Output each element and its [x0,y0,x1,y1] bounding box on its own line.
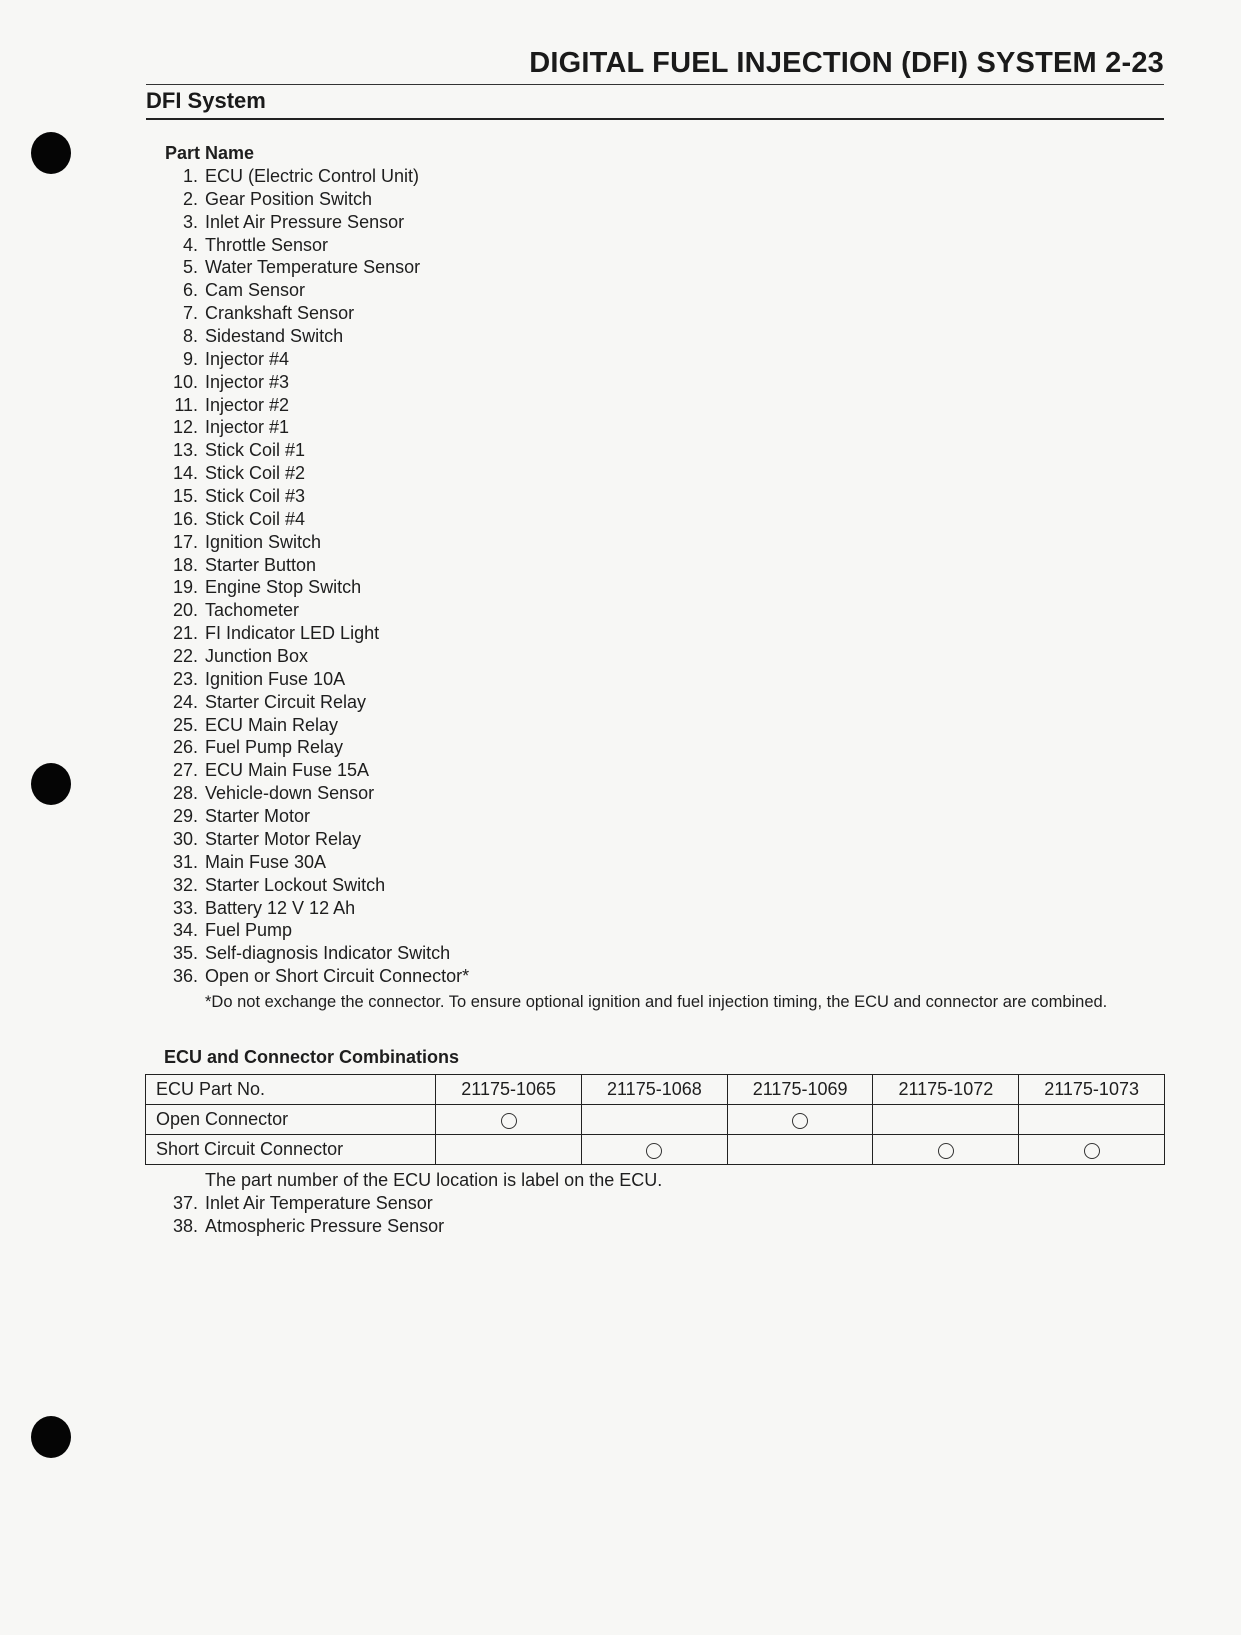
section-title: DFI System [146,88,266,113]
list-item [160,919,469,942]
list-item [160,668,469,691]
circle-mark-icon [1084,1143,1100,1159]
list-item [160,828,469,851]
part-name: Crankshaft Sensor [205,303,355,324]
circle-mark-icon [792,1113,808,1129]
list-item [160,531,469,554]
binder-hole-bottom [31,1416,71,1458]
item-number: 9. [182,348,198,369]
list-item [160,188,469,211]
list-item [160,576,469,599]
part-name: Throttle Sensor [205,234,329,255]
part-name: ECU Main Fuse 15A [205,760,370,781]
part-name: Junction Box [205,646,309,667]
item-number: 5. [182,257,198,278]
ecu-part-number: 21175-1069 [727,1075,873,1105]
part-name: Starter Circuit Relay [205,691,367,712]
list-item [160,508,469,531]
combination-cell [873,1105,1019,1135]
item-number: 24. [172,691,198,712]
list-item [160,371,469,394]
part-name: Main Fuse 30A [205,851,327,872]
list-item [160,394,469,417]
combination-cell [873,1135,1019,1165]
item-number: 27. [172,760,198,781]
item-number: 25. [172,714,198,735]
item-number: 21. [172,623,198,644]
item-number: 15. [172,486,198,507]
circle-mark-icon [501,1113,517,1129]
item-number: 34. [172,920,198,941]
list-item [160,416,469,439]
item-number: 20. [172,600,198,621]
parts-list-continued [160,1192,444,1238]
part-name: FI Indicator LED Light [205,623,380,644]
ecu-connector-table [145,1074,1165,1165]
item-number: 18. [172,554,198,575]
part-name: Tachometer [205,600,300,621]
list-item [160,714,469,737]
part-name: Battery 12 V 12 Ah [205,897,356,918]
part-name: Fuel Pump [205,920,293,941]
item-number: 13. [172,440,198,461]
list-item [160,348,469,371]
item-number: 11. [174,394,198,415]
item-number: 33. [172,897,198,918]
part-name: Ignition Switch [205,531,322,552]
item-number: 6. [182,280,198,301]
part-name: Open or Short Circuit Connector* [205,966,470,987]
item-number: 30. [172,828,198,849]
part-name: Injector #1 [205,417,290,438]
part-name-heading: Part Name [165,143,255,163]
section-rule [146,118,1164,120]
item-number: 36. [172,966,198,987]
list-item [160,485,469,508]
ecu-part-number: 21175-1072 [873,1075,1019,1105]
list-item [160,462,469,485]
ecu-label-note: The part number of the ECU location is label on the ECU. [205,1170,663,1190]
item-number: 26. [172,737,198,758]
combination-cell [1019,1105,1165,1135]
list-item [160,897,469,920]
combination-cell [436,1135,582,1165]
part-name: Inlet Air Temperature Sensor [205,1193,433,1213]
list-item [160,1215,444,1238]
list-item [160,1192,444,1215]
combination-cell [727,1135,873,1165]
part-name: Starter Button [205,554,317,575]
list-item [160,325,469,348]
part-name: Water Temperature Sensor [205,257,421,278]
list-item [160,736,469,759]
item-number: 3. [182,211,198,232]
part-name: Stick Coil #1 [205,440,306,461]
item-number: 7. [182,303,198,324]
part-name: Vehicle-down Sensor [205,783,375,804]
item-number: 8. [182,326,198,347]
list-item [160,279,469,302]
combination-cell [1019,1135,1165,1165]
part-name: Starter Lockout Switch [205,874,386,895]
list-item [160,691,469,714]
item-number: 31. [172,851,198,872]
item-number: 16. [172,508,198,529]
part-name: Stick Coil #2 [205,463,306,484]
ecu-table-heading: ECU and Connector Combinations [164,1047,460,1067]
part-name: Atmospheric Pressure Sensor [205,1215,445,1236]
list-item [160,622,469,645]
part-name: Inlet Air Pressure Sensor [205,211,405,232]
item-number: 37. [172,1193,198,1213]
item-number: 35. [172,943,198,964]
item-number: 32. [172,874,198,895]
part-name: Gear Position Switch [205,188,373,209]
row-label: Short Circuit Connector [146,1135,436,1165]
list-item [160,554,469,577]
list-item [160,234,469,257]
part-name: Stick Coil #4 [205,508,306,529]
part-name: Self-diagnosis Indicator Switch [205,943,451,964]
part-name: Starter Motor [205,806,311,827]
list-item [160,302,469,325]
part-name: Sidestand Switch [205,326,344,347]
part-name: ECU (Electric Control Unit) [205,166,420,186]
row-label: Open Connector [146,1105,436,1135]
list-item [160,211,469,234]
list-item [160,165,469,188]
combination-cell [436,1105,582,1135]
list-item [160,942,469,965]
table-row [146,1135,1165,1165]
item-number: 2. [182,188,198,209]
part-name: Fuel Pump Relay [205,737,344,758]
list-item [160,965,469,988]
part-name: ECU Main Relay [205,714,339,735]
item-number: 1. [182,166,198,186]
list-item [160,782,469,805]
item-number: 23. [172,668,198,689]
binder-hole-top [31,132,71,174]
list-item [160,256,469,279]
ecu-part-number: 21175-1073 [1019,1075,1165,1105]
item-number: 19. [172,577,198,598]
list-item [160,645,469,668]
combination-cell [582,1135,728,1165]
part-name: Cam Sensor [205,280,306,301]
item-number: 14. [172,463,198,484]
list-item [160,851,469,874]
combination-cell [727,1105,873,1135]
list-item [160,599,469,622]
ecu-part-number: 21175-1065 [436,1075,582,1105]
part-name: Injector #3 [205,371,290,392]
list-item [160,759,469,782]
ecu-part-number: 21175-1068 [582,1075,728,1105]
binder-hole-middle [31,763,71,805]
list-item [160,439,469,462]
combination-cell [582,1105,728,1135]
part-name: Injector #4 [205,348,290,369]
table-row [146,1075,1165,1105]
table-row [146,1105,1165,1135]
item-number: 29. [172,806,198,827]
item-number: 28. [172,783,198,804]
list-item [160,805,469,828]
part-name: Engine Stop Switch [205,577,362,598]
part-name: Stick Coil #3 [205,486,306,507]
row-label: ECU Part No. [146,1075,436,1105]
parts-list [160,165,469,988]
item-number: 10. [172,371,198,392]
page-title: DIGITAL FUEL INJECTION (DFI) SYSTEM 2-23 [529,47,1164,79]
part-name: Ignition Fuse 10A [205,668,346,689]
item-number: 38. [172,1215,198,1236]
item-number: 22. [172,646,198,667]
part-name: Injector #2 [205,394,290,415]
item-number: 4. [182,234,198,255]
header-rule [146,84,1164,85]
part-name: Starter Motor Relay [205,828,362,849]
connector-note: *Do not exchange the connector. To ensure optional ignition and fuel injection timing, the ECU and connector are combined. [205,993,1108,1011]
circle-mark-icon [938,1143,954,1159]
list-item [160,874,469,897]
item-number: 17. [172,531,198,552]
item-number: 12. [172,417,198,438]
circle-mark-icon [646,1143,662,1159]
